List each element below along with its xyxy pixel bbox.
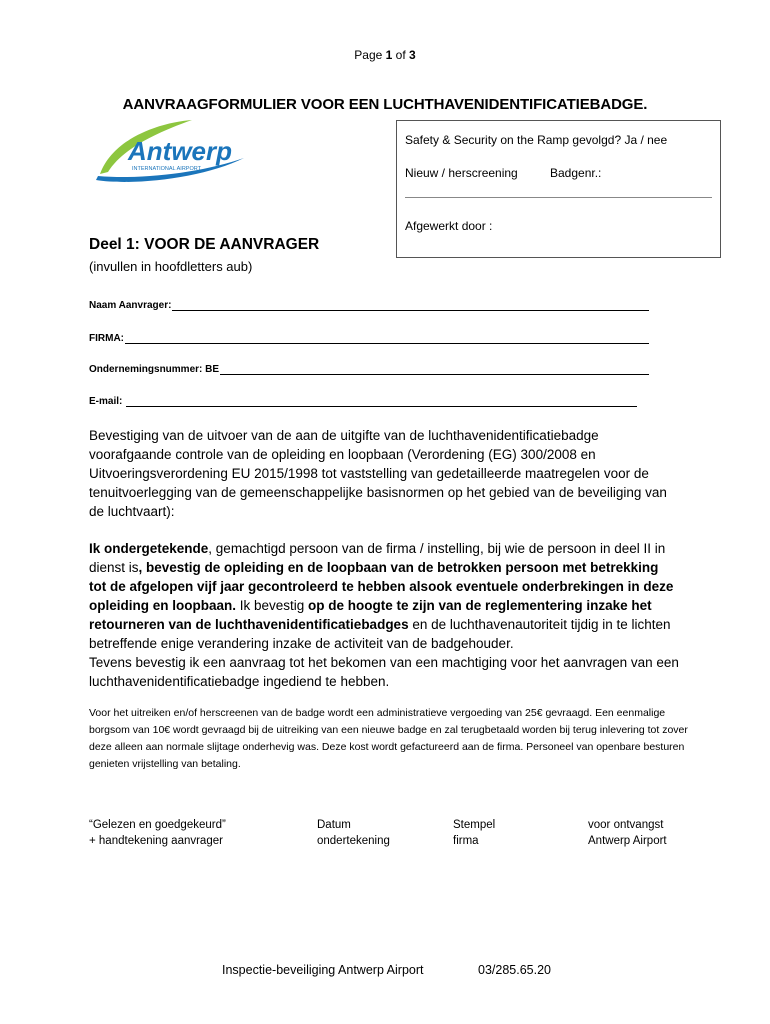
signature-stamp[interactable] — [453, 817, 495, 849]
sig-col4-line2: Antwerp Airport — [588, 835, 667, 847]
footer-department: Inspectie-beveiliging Antwerp Airport — [222, 963, 424, 977]
email-line[interactable] — [126, 396, 637, 407]
enterprise-number-field[interactable] — [89, 364, 649, 375]
company-line[interactable] — [125, 333, 649, 344]
name-field[interactable] — [89, 300, 649, 311]
section-subtitle: (invullen in hoofdletters aub) — [89, 259, 253, 274]
fee-notice: Voor het uitreiken en/of herscreenen van de badge wordt een administratieve vergoeding van 25€ gevraagd. Een eenmalige borgsom van 10€ wordt gevraagd bij de uitreiking van een nieuwe badge en zal terugbetaald worden bij terug inlevering tot zover deze alleen aan normale slijtage onderhevig was. Deze kost wordt gefactureerd aan de firma. Personeel van openbare besturen genieten vrijstelling van betaling. — [89, 707, 688, 770]
page-number — [0, 48, 770, 62]
safety-question: Safety & Security on the Ramp gevolgd? Ja / nee — [405, 133, 668, 147]
logo-wordmark: Antwerp — [128, 136, 232, 166]
signature-applicant[interactable] — [89, 817, 226, 849]
signature-date[interactable] — [317, 817, 390, 849]
page-current: 1 — [385, 48, 393, 62]
email-field[interactable] — [89, 396, 637, 407]
sig-col4-line1: voor ontvangst — [588, 819, 664, 831]
declaration-paragraph — [89, 539, 679, 691]
finished-by-label: Afgewerkt door : — [405, 219, 493, 233]
logo-tagline: INTERNATIONAL AIRPORT — [132, 166, 201, 172]
page-total: 3 — [409, 48, 416, 62]
confirmation-intro: Bevestiging van de uitvoer van de aan de uitgifte van de luchthavenidentificatiebadge voorafgaande controle van de opleiding en loopbaan (Verordening (EG) 300/2008 en Uitvoeringsverordening EU 2015/1998 tot vaststelling van gedetailleerde maatregelen voor de tenuitvoerlegging van de gemeenschappelijke basisnormen op het gebied van de beveiliging van de luchtvaart): — [89, 428, 667, 519]
decl-part-3: , bevestig de opleiding en de loopbaan van de betrokken persoon met betrekking tot de afgelopen vijf jaar gecontroleerd te hebben alsook eventuele onderbrekingen in deze opleiding en loopbaan. — [89, 560, 674, 613]
office-use-box — [396, 120, 721, 258]
company-field[interactable] — [89, 333, 649, 344]
name-line[interactable] — [172, 300, 649, 311]
screening-type: Nieuw / herscreening — [405, 166, 518, 180]
name-label: Naam Aanvrager: — [89, 300, 172, 311]
decl-part-7: Tevens bevestig ik een aanvraag tot het bekomen van een machtiging voor het aanvragen van een luchthavenidentificatiebadge ingediend te hebben. — [89, 655, 679, 689]
section-title: Deel 1: VOOR DE AANVRAGER — [89, 236, 320, 253]
page-prefix: Page — [354, 48, 386, 62]
decl-part-5: op de hoogte te zijn van de reglementering inzake het retourneren van de luchthavenidentificatiebadges — [89, 598, 652, 632]
box-divider — [405, 197, 712, 198]
sig-col3-line1: Stempel — [453, 819, 496, 831]
decl-part-1: Ik ondergetekende — [89, 541, 209, 556]
footer-phone: 03/285.65.20 — [478, 963, 551, 977]
signature-receipt[interactable] — [588, 817, 667, 849]
form-title: AANVRAAGFORMULIER VOOR EEN LUCHTHAVENIDENTIFICATIEBADGE. — [122, 96, 648, 113]
antwerp-airport-logo — [94, 116, 254, 188]
sig-col2-line2: ondertekening — [317, 835, 390, 847]
enterprise-number-line[interactable] — [220, 364, 649, 375]
sig-col2-line1: Datum — [317, 819, 351, 831]
enterprise-number-label: Ondernemingsnummer: BE — [89, 364, 220, 375]
page-of: of — [392, 48, 410, 62]
decl-part-2: , gemachtigd persoon van de firma / instelling, bij wie de persoon in deel II in dienst is — [89, 541, 666, 575]
email-label: E-mail: — [89, 396, 126, 407]
sig-col3-line2: firma — [453, 835, 479, 847]
decl-part-4: Ik bevestig — [236, 598, 309, 613]
logo-graphic — [94, 116, 254, 188]
sig-col1-line2: + handtekening aanvrager — [89, 835, 223, 847]
sig-col1-line1: “Gelezen en goedgekeurd” — [89, 819, 226, 831]
company-label: FIRMA: — [89, 333, 124, 344]
badge-number-label: Badgenr.: — [550, 166, 602, 180]
decl-part-6: en de luchthavenautoriteit tijdig in te lichten betreffende enige verandering inzake de activiteit van de badgehouder. — [89, 617, 671, 651]
